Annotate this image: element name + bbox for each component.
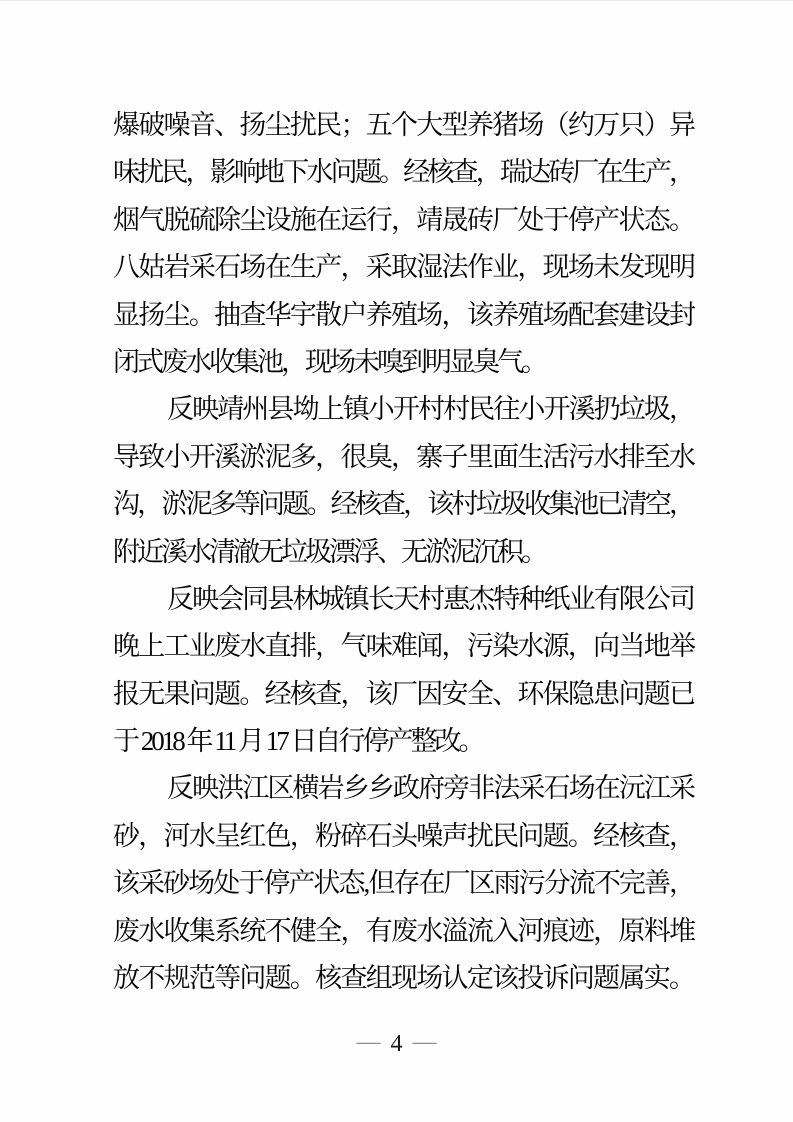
paragraph-continuation <box>113 102 693 386</box>
footer-dash-left: — <box>356 1029 381 1055</box>
text-line: 反映会同县林城镇长天村惠杰特种纸业有限公司 <box>167 583 693 614</box>
text-line: 八姑岩采石场在生产，采取湿法作业，现场未发现明 <box>113 252 693 283</box>
text-line: 附近溪水清澈无垃圾漂浮、无淤泥沉积。 <box>113 536 545 567</box>
text-line: 导致小开溪淤泥多，很臭，寨子里面生活污水排至水 <box>113 441 693 472</box>
text-line: 爆破噪音、扬尘扰民；五个大型养猪场（约万只）异 <box>113 110 693 140</box>
paragraph-jingzhou <box>113 386 693 576</box>
paragraph-hongjiang <box>113 765 693 1002</box>
footer-dash-right: — <box>412 1029 437 1055</box>
text-line: 反映靖州县坳上镇小开村村民往小开溪扔垃圾， <box>167 394 693 425</box>
page-footer <box>0 1029 793 1059</box>
text-line: 于 2018 年 11 月 17 日自行停产整改。 <box>113 726 483 757</box>
body-text <box>113 102 693 1002</box>
text-line: 味扰民，影响地下水问题。经核查，瑞达砖厂在生产， <box>113 157 693 188</box>
text-line: 反映洪江区横岩乡乡政府旁非法采石场在沅江采 <box>167 773 693 804</box>
text-line: 放不规范等问题。核查组现场认定该投诉问题属实。 <box>113 963 693 994</box>
paragraph-huitong <box>113 576 693 766</box>
text-line: 沟，淤泥多等问题。经核查，该村垃圾收集池已清空， <box>113 489 693 520</box>
text-line: 报无果问题。经核查，该厂因安全、环保隐患问题已 <box>113 678 693 709</box>
text-line: 该采砂场处于停产状态,但存在厂区雨污分流不完善， <box>113 868 693 899</box>
text-line: 闭式废水收集池，现场未嗅到明显臭气。 <box>113 346 545 377</box>
text-line: 晚上工业废水直排，气味难闻，污染水源，向当地举 <box>113 631 693 662</box>
text-line: 显扬尘。抽查华宇散户养殖场，该养殖场配套建设封 <box>113 299 693 330</box>
text-line: 废水收集系统不健全，有废水溢流入河痕迹，原料堆 <box>113 915 693 946</box>
text-line: 烟气脱硫除尘设施在运行，靖晟砖厂处于停产状态。 <box>113 204 693 235</box>
page-number: 4 <box>390 1031 403 1057</box>
text-line: 砂，河水呈红色，粉碎石头噪声扰民问题。经核查， <box>113 820 693 851</box>
